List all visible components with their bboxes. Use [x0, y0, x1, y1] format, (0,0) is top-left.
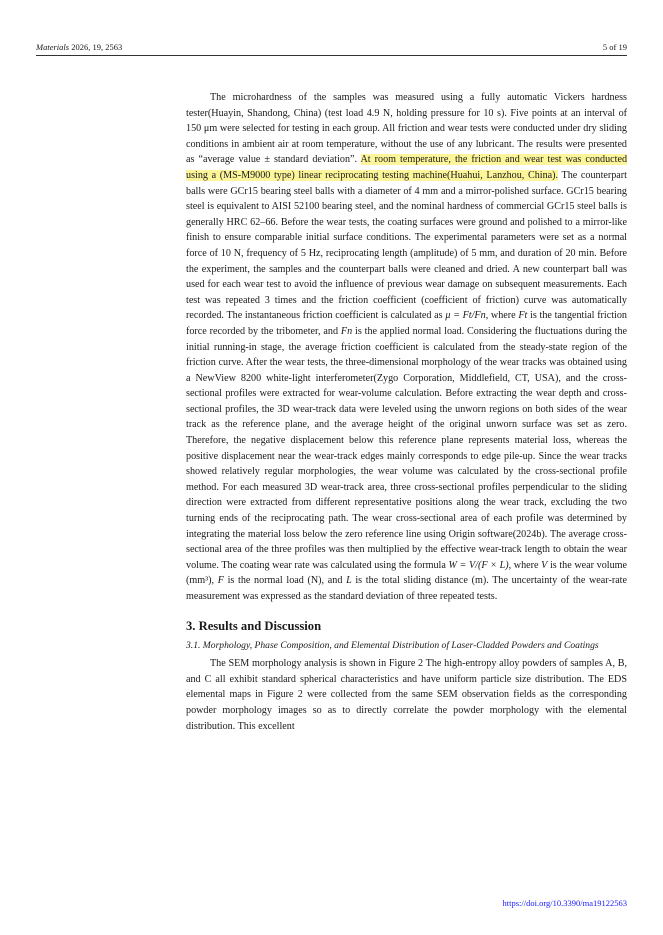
text-run: , where	[485, 310, 519, 322]
text-run: , where	[508, 559, 542, 571]
text-run: is the wear volume (mm³),	[186, 559, 628, 587]
math-symbol: F	[217, 575, 224, 587]
highlighted-text: At room temperature, the friction and wear test was conducted using a (MS-M9000 type) linear reciprocating testing machine(Huahui, Lanzhou, China).	[186, 154, 628, 181]
results-paragraph: The SEM morphology analysis is shown in Figure 2 The high-entropy alloy powders of samples A, B, and C all exhibit standard spherical characteristics and have uniform particle size distribution. The EDS elemental maps in Figure 2 were collected from the same SEM observation fields as the corresponding powder morphology images so as to directly correlate the powder morphology with the elemental distribution. This excellent	[186, 658, 627, 732]
section-heading: 3. Results and Discussion	[186, 618, 322, 633]
page-header	[36, 40, 627, 54]
main-text	[186, 90, 627, 734]
header-rule	[36, 55, 627, 56]
text-run: is the applied normal load. Considering the fluctuations during the initial running-in stage, the average friction coefficient is calculated from the steady-state region of the friction curve. After the wear tests, the three-dimensional morphology of the wear tracks was obtained using a NewView 8200 white-light interferometer(Zygo Corporation, Middlefield, CT, USA), and the cross-sectional profiles were extracted for wear-volume calculation. Before extracting the wear depth and cross-sectional profiles, the 3D wear-track data were leveled using the unworn regions on both sides of the wear track as the reference plane, and the average height of the original unworn surface was set as zero. Therefore, the negative displacement below this reference plane represents material loss, whereas the positive displacement near the wear-track edges mainly corresponds to edge pile-up. Since the wear tracks showed relatively regular morphologies, the wear volume was calculated by the cross-sectional profile method. For each measured 3D wear-track area, three cross-sectional profiles perpendicular to the sliding direction were extracted from different representative positions along the wear track, excluding the two turning ends of the reciprocating path. The wear cross-sectional area of each profile was determined by integrating the material loss below the zero reference line using Origin software(2024b). The average cross-sectional area of the three profiles was then multiplied by the effective wear-track length to obtain the wear volume. The coating wear rate was calculated using the formula	[186, 325, 627, 571]
math-symbol: L	[346, 575, 352, 587]
math-symbol: V	[541, 559, 548, 571]
text-run: The counterpart balls were GCr15 bearing steel balls with a diameter of 4 mm and a mirror-polished surface. GCr15 bearing steel is equivalent to AISI 52100 bearing steel, and the nominal hardness of commercial GCr15 steel balls is generally HRC 62–66. Before the wear tests, the coating surfaces were ground and polished to a mirror-like finish to ensure comparable initial surface conditions. The experimental parameters were set as a normal force of 10 N, frequency of 5 Hz, reciprocating length (amplitude) of 5 mm, and duration of 20 min. Before the experiment, the samples and the counterpart balls were cleaned and dried. A new counterpart ball was used for each wear test to avoid the influence of previous wear damage on subsequent measurements. Each test was repeated 3 times and the friction coefficient (coefficient of friction) curve was automatically recorded. The instantaneous friction coefficient is calculated as	[186, 169, 627, 322]
math-symbol: Fn	[340, 325, 353, 337]
journal-name: Materials	[36, 42, 70, 52]
text-run: The microhardness of the samples was measured using a fully automatic Vickers hardness tester(Huayin, Shandong, China) (test load 4.9 N, holding pressure for 10 s). Five points at an interval of 150 μm were selected for testing in each group. All friction and wear tests were conducted under dry sliding conditions in ambient air at room temperature, without the use of any lubricant. The results were presented as “average value ± standard deviation”.	[186, 92, 627, 166]
methods-paragraph	[186, 90, 627, 605]
journal-citation	[36, 42, 122, 52]
friction-equation: μ = Ft/Fn	[445, 310, 486, 322]
journal-volume: 2026, 19, 2563	[69, 42, 123, 52]
subsection-heading: 3.1. Morphology, Phase Composition, and Elemental Distribution of Laser-Cladded Powders and Coatings	[186, 639, 599, 651]
text-run: is the tangential friction force recorded by the tribometer, and	[186, 310, 627, 337]
wear-rate-equation: W = V/(F × L)	[448, 559, 509, 571]
text-run: is the normal load (N), and	[223, 575, 347, 587]
doi-link[interactable]: https://doi.org/10.3390/ma19122563	[502, 898, 627, 908]
page-number: 5 of 19	[602, 42, 627, 52]
math-symbol: Ft	[518, 310, 528, 322]
text-run: is the total sliding distance (m). The uncertainty of the wear-rate measurement was expressed as the standard deviation of three repeated tests.	[186, 575, 627, 602]
